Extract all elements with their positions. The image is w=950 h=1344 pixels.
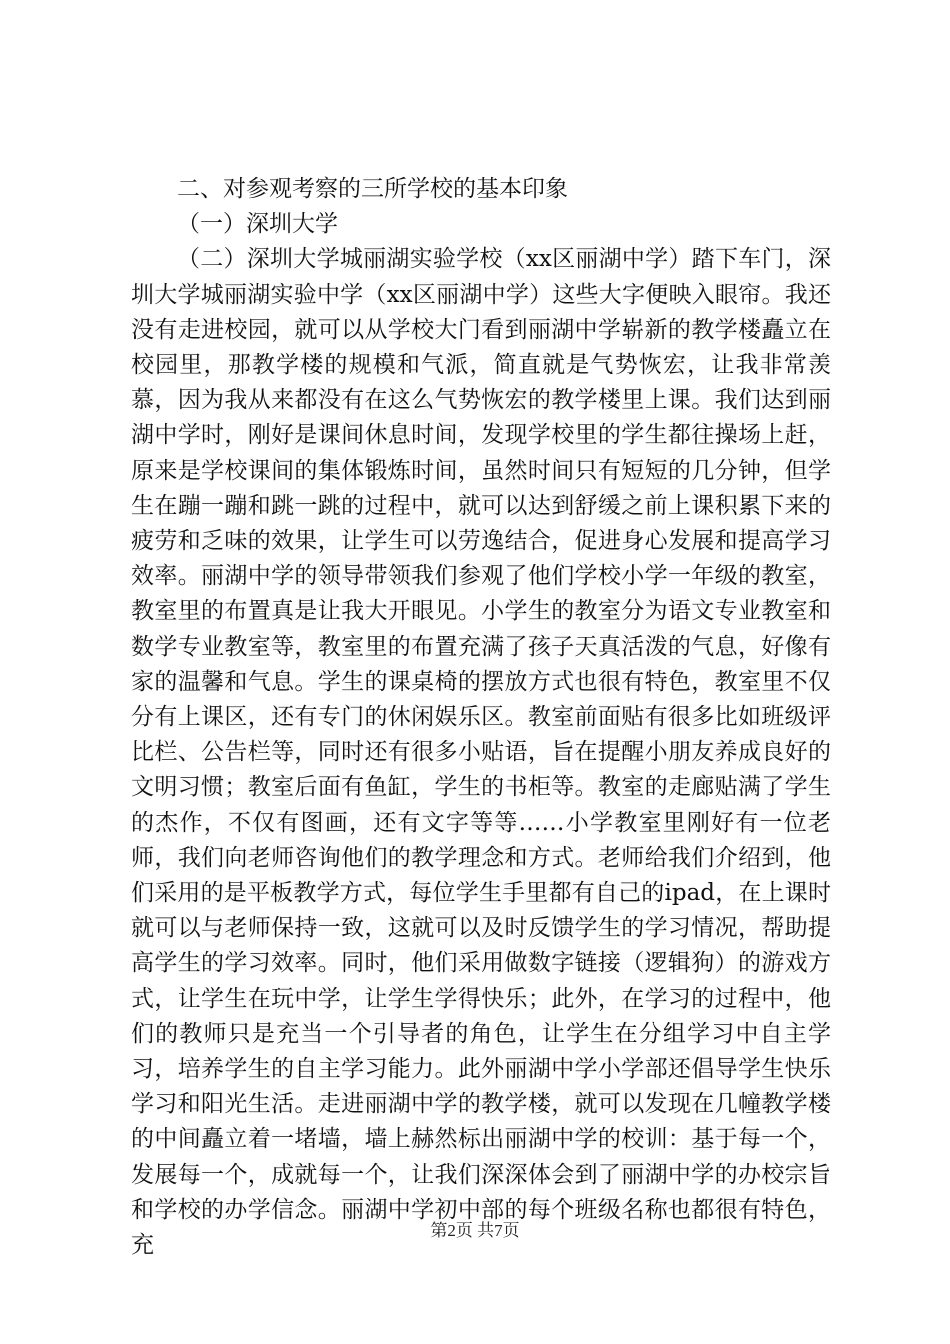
section-heading: 二、对参观考察的三所学校的基本印象 [177, 176, 568, 202]
page-number-indicator: 第2页 共7页 [430, 1221, 520, 1240]
body-paragraph: （二）深圳大学城丽湖实验学校（xx区丽湖中学）踏下车门，深圳大学城丽湖实验中学（xx区丽湖中学）这些大字便映入眼帘。我还没有走进校园，就可以从学校大门看到丽湖中学崭新的教学楼矗立在校园里，那教学楼的规模和气派，简直就是气势恢宏，让我非常羡慕，因为我从来都没有在这么气势恢宏的教学楼里上课。我们达到丽湖中学时，刚好是课间休息时间，发现学校里的学生都往操场上赶，原来是学校课间的集体锻炼时间，虽然时间只有短短的几分钟，但学生在蹦一蹦和跳一跳的过程中，就可以达到舒缓之前上课积累下来的疲劳和乏味的效果，让学生可以劳逸结合，促进身心发展和提高学习效率。丽湖中学的领导带领我们参观了他们学校小学一年级的教室，教室里的布置真是让我大开眼见。小学生的教室分为语文专业教室和数学专业教室等，教室里的布置充满了孩子天真活泼的气息，好像有家的温馨和气息。学生的课桌椅的摆放方式也很有特色，教室里不仅分有上课区，还有专门的休闲娱乐区。教室前面贴有很多比如班级评比栏、公告栏等，同时还有很多小贴语，旨在提醒小朋友养成良好的文明习惯；教室后面有鱼缸，学生的书柜等。教室的走廊贴满了学生的杰作，不仅有图画，还有文字等等……小学教室里刚好有一位老师，我们向老师咨询他们的教学理念和方式。老师给我们介绍到，他们采用的是平板教学方式，每位学生手里都有自己的ipad，在上课时就可以与老师保持一致，这就可以及时反馈学生的学习情况，帮助提高学生的学习效率。同时，他们采用做数字链接（逻辑狗）的游戏方式，让学生在玩中学，让学生学得快乐；此外，在学习的过程中，他们的教师只是充当一个引导者的角色，让学生在分组学习中自主学习，培养学生的自主学习能力。此外丽湖中学小学部还倡导学生快乐学习和阳光生活。走进丽湖中学的教学楼，就可以发现在几幢教学楼的中间矗立着一堵墙，墙上赫然标出丽湖中学的校训：基于每一个，发展每一个，成就每一个，让我们深深体会到了丽湖中学的办校宗旨和学校的办学信念。丽湖中学初中部的每个班级名称也都很有特色，充 [131, 246, 831, 1259]
page-footer [0, 1216, 950, 1241]
document-body [131, 172, 831, 1263]
subsection-heading: （一）深圳大学 [177, 211, 338, 238]
